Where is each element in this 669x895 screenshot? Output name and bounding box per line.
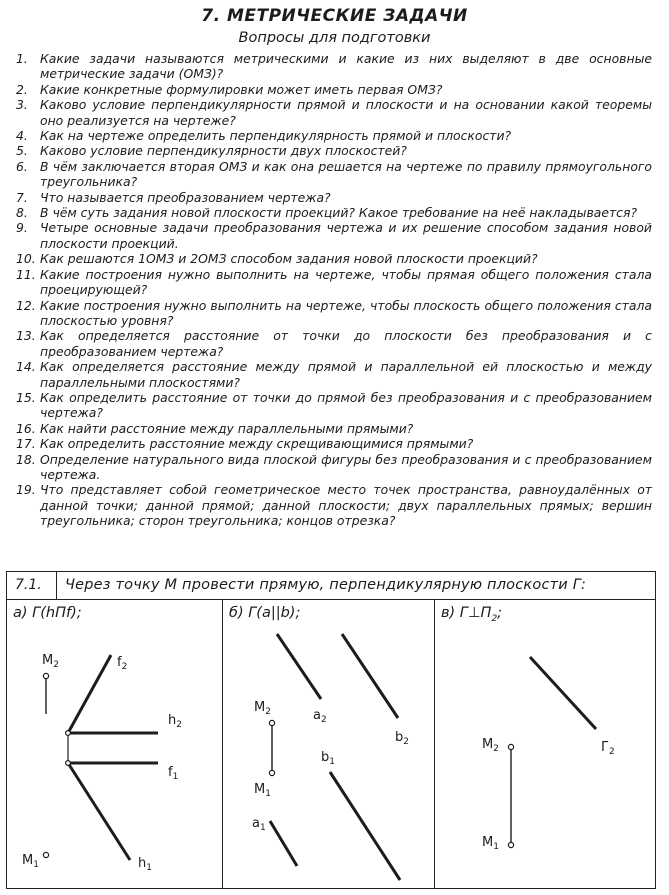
question-item <box>16 51 652 82</box>
question-text: Какие построения нужно выполнить на чертеже, чтобы прямая общего положения стала проецирующей? <box>40 266 652 298</box>
label-b2: $b_2$ <box>395 730 409 747</box>
label-m2: $M_2$ <box>254 700 271 717</box>
label-m1: $M_1$ <box>254 782 271 799</box>
label-a2: $a_2$ <box>313 708 327 725</box>
question-number: 2. <box>16 81 28 97</box>
question-number: 7. <box>16 189 28 205</box>
panel-c-label-tail: ; <box>497 605 503 621</box>
panel-b-label: б) Г(a||b); <box>229 605 301 621</box>
task-header <box>7 572 655 600</box>
question-item <box>16 482 652 528</box>
question-text: Как решаются 1ОМЗ и 2ОМЗ способом задания новой плоскости проекций? <box>40 251 538 267</box>
question-number: 11. <box>16 266 36 282</box>
question-text: Четыре основные задачи преобразования чертежа и их решение способом задания новой плоскости проекций. <box>40 220 652 251</box>
label-a1: $a_1$ <box>252 816 266 833</box>
questions-list <box>16 51 652 529</box>
label-m2: $M_2$ <box>42 653 59 670</box>
question-text: Как определить расстояние от точки до прямой без преобразования и с преобразованием чертежа? <box>40 389 652 421</box>
question-text: В чём суть задания новой плоскости проекций? Какое требование на неё накладывается? <box>40 205 638 221</box>
page-subtitle: Вопросы для подготовки <box>238 30 431 46</box>
label-b1: $b_1$ <box>321 750 335 767</box>
label-f2: $f_2$ <box>117 655 128 672</box>
panel-c-label-subscript: 2 <box>491 613 498 624</box>
task-number: 7.1. <box>15 577 42 593</box>
question-number: 8. <box>16 205 28 221</box>
panel-c-label-main: в) Г⊥П <box>441 605 492 621</box>
column-divider <box>434 600 435 888</box>
panel-c-label <box>441 605 502 624</box>
question-number: 16. <box>16 420 36 436</box>
question-number: 13. <box>16 328 36 344</box>
task-statement: Через точку М провести прямую, перпендикулярную плоскости Г: <box>65 577 587 593</box>
question-item <box>16 298 652 329</box>
question-item <box>16 82 652 97</box>
question-text: Как определяется расстояние между прямой и параллельной ей плоскостью и между параллельными плоскостями? <box>40 359 652 390</box>
question-item <box>16 390 652 421</box>
label-f1: $f_1$ <box>168 765 179 782</box>
task-header-divider <box>56 572 57 599</box>
question-item <box>16 205 652 220</box>
label-m1: $M_1$ <box>482 835 499 852</box>
column-divider <box>222 600 223 888</box>
question-text: Как найти расстояние между параллельными прямыми? <box>40 420 414 436</box>
question-item <box>16 359 652 390</box>
question-item <box>16 421 652 436</box>
question-text: Какие задачи называются метрическими и какие из них выделяют в две основные метрические задачи (ОМЗ)? <box>40 51 652 82</box>
question-number: 3. <box>16 97 28 113</box>
question-number: 1. <box>16 51 28 66</box>
question-number: 18. <box>16 451 36 467</box>
question-item <box>16 328 652 359</box>
task-box <box>6 571 656 889</box>
question-number: 9. <box>16 220 28 236</box>
question-item <box>16 267 652 298</box>
question-text: Что называется преобразованием чертежа? <box>40 189 331 205</box>
label-h1: $h_1$ <box>138 856 152 873</box>
question-text: Какие построения нужно выполнить на чертеже, чтобы плоскость общего положения стала плоскостью уровня? <box>40 297 652 328</box>
question-text: Какие конкретные формулировки может иметь первая ОМЗ? <box>40 81 443 97</box>
question-number: 15. <box>16 389 36 405</box>
question-item <box>16 143 652 158</box>
question-text: Определение натурального вида плоской фигуры без преобразования и с преобразованием чертежа. <box>40 451 652 482</box>
question-text: Как определить расстояние между скрещивающимися прямыми? <box>40 436 474 452</box>
question-number: 14. <box>16 359 36 375</box>
label-h2: $h_2$ <box>168 713 182 730</box>
label-g2: $Г_2$ <box>601 740 615 757</box>
question-item <box>16 190 652 205</box>
question-text: Каково условие перпендикулярности прямой и плоскости и на основании какой теоремы оно реализуется на чертеже? <box>40 97 652 128</box>
panel-a-label: а) Г(hПf); <box>13 605 82 621</box>
question-item <box>16 128 652 143</box>
question-item <box>16 159 652 190</box>
question-number: 6. <box>16 158 28 174</box>
question-item <box>16 220 652 251</box>
question-text: Как определяется расстояние от точки до плоскости без преобразования и с преобразованием чертежа? <box>40 328 652 359</box>
page-title: 7. МЕТРИЧЕСКИЕ ЗАДАЧИ <box>201 6 468 26</box>
question-number: 4. <box>16 128 28 144</box>
question-number: 10. <box>16 251 36 267</box>
question-number: 5. <box>16 143 28 159</box>
question-item <box>16 452 652 483</box>
question-number: 17. <box>16 436 36 452</box>
question-text: Как на чертеже определить перпендикулярность прямой и плоскости? <box>40 128 512 144</box>
question-item <box>16 97 652 128</box>
question-item <box>16 436 652 451</box>
question-text: Каково условие перпендикулярности двух плоскостей? <box>40 143 407 159</box>
question-text: В чём заключается вторая ОМЗ и как она решается на чертеже по правилу прямоугольного треугольника? <box>40 158 652 190</box>
label-m2: $M_2$ <box>482 737 499 754</box>
question-number: 12. <box>16 297 36 313</box>
question-item <box>16 251 652 266</box>
question-number: 19. <box>16 482 36 498</box>
question-text: Что представляет собой геометрическое место точек пространства, равноудалённых от данной точки; данной прямой; данной плоскости; двух параллельных прямых; вершин треугольника; сторон треугольника; концов отрезка? <box>40 482 652 529</box>
label-m1: $M_1$ <box>22 853 39 870</box>
